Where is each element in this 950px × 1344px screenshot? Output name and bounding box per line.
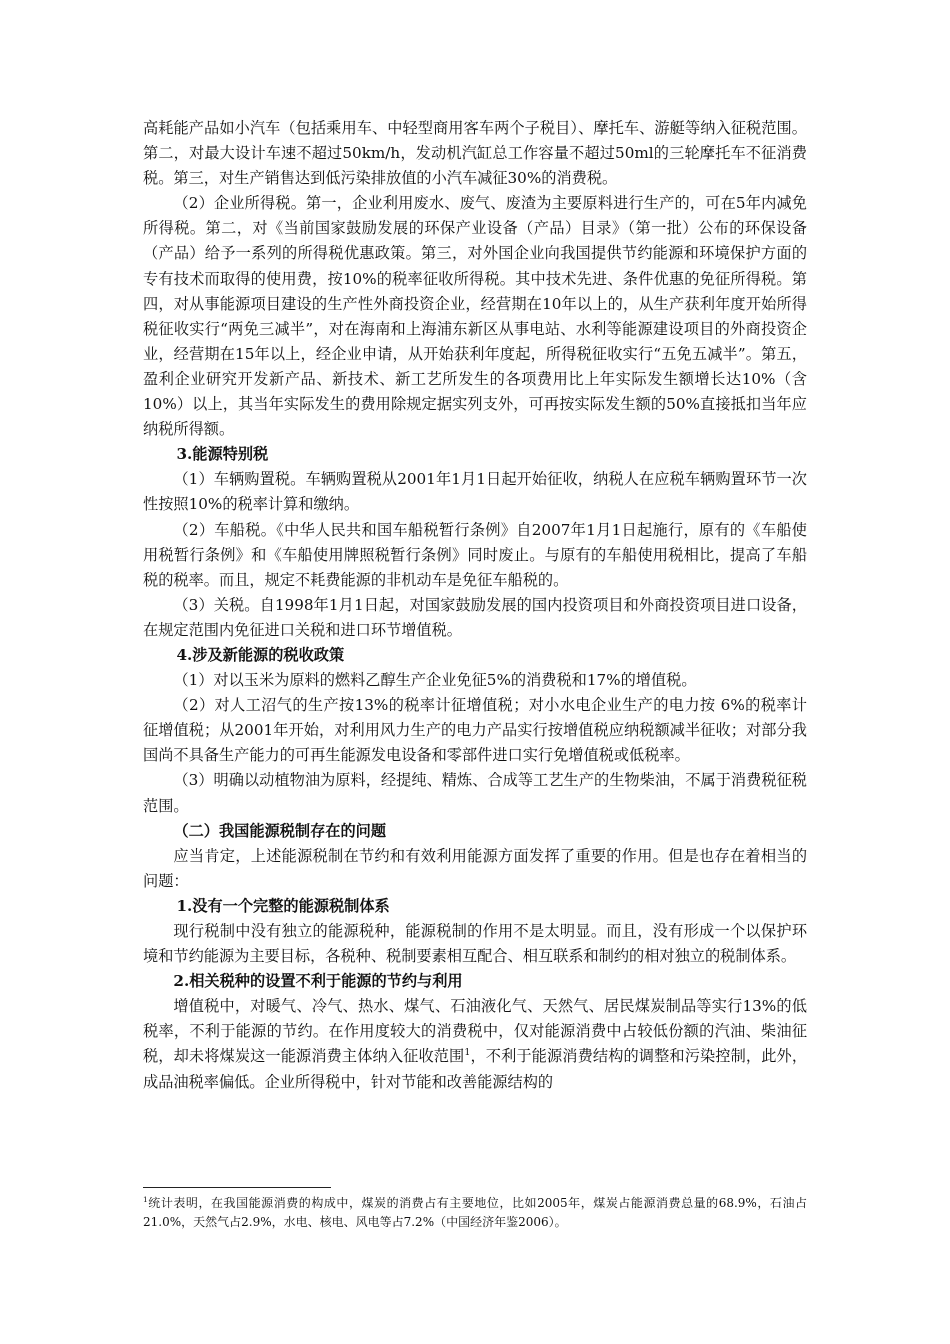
heading-no-complete-system: 1.没有一个完整的能源税制体系 — [176, 896, 390, 915]
footnote-text: 统计表明，在我国能源消费的构成中，煤炭的消费占有主要地位，比如2005年，煤炭占能源消费总量的68.9%，石油占21.0%，天然气占2.9%，水电、核电、风电等占7.2%（中国经济年鉴2006）。 — [143, 1196, 807, 1229]
paragraph-enterprise-income-tax: （2）企业所得税。第一，企业利用废水、废气、废渣为主要原料进行生产的，可在5年内减免所得税。第二，对《当前国家鼓励发展的环保产业设备（产品）目录》（第一批）公布的环保设备（产品）给予一系列的所得税优惠政策。第三，对外国企业向我国提供节约能源和环境保护方面的专有技术而取得的使用费，按10%的税率征收所得税。其中技术先进、条件优惠的免征所得税。第四，对从事能源项目建设的生产性外商投资企业，经营期在10年以上的，从生产获利年度开始所得税征收实行“两免三减半”，对在海南和上海浦东新区从事电站、水利等能源建设项目的外商投资企业，经营期在15年以上，经企业申请，从开始获利年度起，所得税征收实行“五免五减半”。第五，盈利企业研究开发新产品、新技术、新工艺所发生的各项费用比上年实际发生额增长达10%（含10%）以上，其当年实际发生的费用除规定据实列支外，可再按实际发生额的50%直接抵扣当年应纳税所得额。 — [143, 194, 807, 439]
footnote — [143, 1194, 807, 1232]
paragraph-tax-design-issues — [143, 994, 807, 1094]
footnote-separator — [143, 1187, 331, 1188]
heading-existing-problems: （二）我国能源税制存在的问题 — [173, 821, 387, 840]
paragraph-consumption-tax-continued: 高耗能产品如小汽车（包括乘用车、中轻型商用客车两个子税目）、摩托车、游艇等纳入征税范围。第二，对最大设计车速不超过50km/h，发动机汽缸总工作容量不超过50ml的三轮摩托车不征消费税。第三，对生产销售达到低污染排放值的小汽车减征30%的消费税。 — [143, 119, 807, 188]
heading-energy-special-tax: 3.能源特别税 — [176, 445, 269, 464]
paragraph-biodiesel: （3）明确以动植物油为原料，经提纯、精炼、合成等工艺生产的生物柴油，不属于消费税征税范围。 — [143, 771, 807, 815]
paragraph-vehicle-purchase-tax: （1）车辆购置税。车辆购置税从2001年1月1日起开始征收，纳税人在应税车辆购置环节一次性按照10%的税率计算和缴纳。 — [143, 470, 807, 514]
paragraph-customs-duty: （3）关税。自1998年1月1日起，对国家鼓励发展的国内投资项目和外商投资项目进口设备，在规定范围内免征进口关税和进口环节增值税。 — [143, 595, 807, 639]
body-text — [143, 116, 807, 1095]
paragraph-biogas-hydro-wind: （2）对人工沼气的生产按13%的税率计征增值税；对小水电企业生产的电力按 6%的税率计征增值税；从2001年开始，对利用风力生产的电力产品实行按增值税应纳税额减半征收；对部分我国尚不具备生产能力的可再生能源发电设备和零部件进口实行免增值税或低税率。 — [143, 696, 807, 765]
paragraph-vehicle-vessel-tax: （2）车船税。《中华人民共和国车船税暂行条例》自2007年1月1日起施行，原有的《车船使用税暂行条例》和《车船使用牌照税暂行条例》同时废止。与原有的车船使用税相比，提高了车船税的税率。而且，规定不耗费能源的非机动车是免征车船税的。 — [143, 520, 807, 589]
paragraph-no-complete-system: 现行税制中没有独立的能源税种，能源税制的作用不是太明显。而且，没有形成一个以保护环境和节约能源为主要目标，各税种、税制要素相互配合、相互联系和制约的相对独立的税制体系。 — [143, 922, 807, 966]
paragraph-text-part-1: 增值税中，对暖气、冷气、热水、煤气、石油液化气、天然气、居民煤炭制品等实行13%的低税率，不利于能源的节约。在作用度较大的消费税中，仅对能源消费中占较低份额的汽油、柴油征税，却未将煤炭这一能源消费主体纳入征收范围 — [143, 997, 807, 1066]
paragraph-fuel-ethanol: （1）对以玉米为原料的燃料乙醇生产企业免征5%的消费税和17%的增值税。 — [173, 671, 697, 690]
paragraph-problems-intro: 应当肯定，上述能源税制在节约和有效利用能源方面发挥了重要的作用。但是也存在着相当的问题： — [143, 846, 807, 890]
heading-tax-design-issues: 2.相关税种的设置不利于能源的节约与利用 — [173, 972, 463, 991]
paragraph-text-part-2: ，不利于能源消费结构的调整和污染控制，此外，成品油税率偏低。企业所得税中，针对节能和改善能源结构的 — [143, 1047, 808, 1091]
heading-new-energy-policy: 4.涉及新能源的税收政策 — [176, 645, 345, 664]
footnote-mark: 1 — [143, 1195, 148, 1204]
footnote-reference[interactable]: 1 — [464, 1047, 471, 1059]
